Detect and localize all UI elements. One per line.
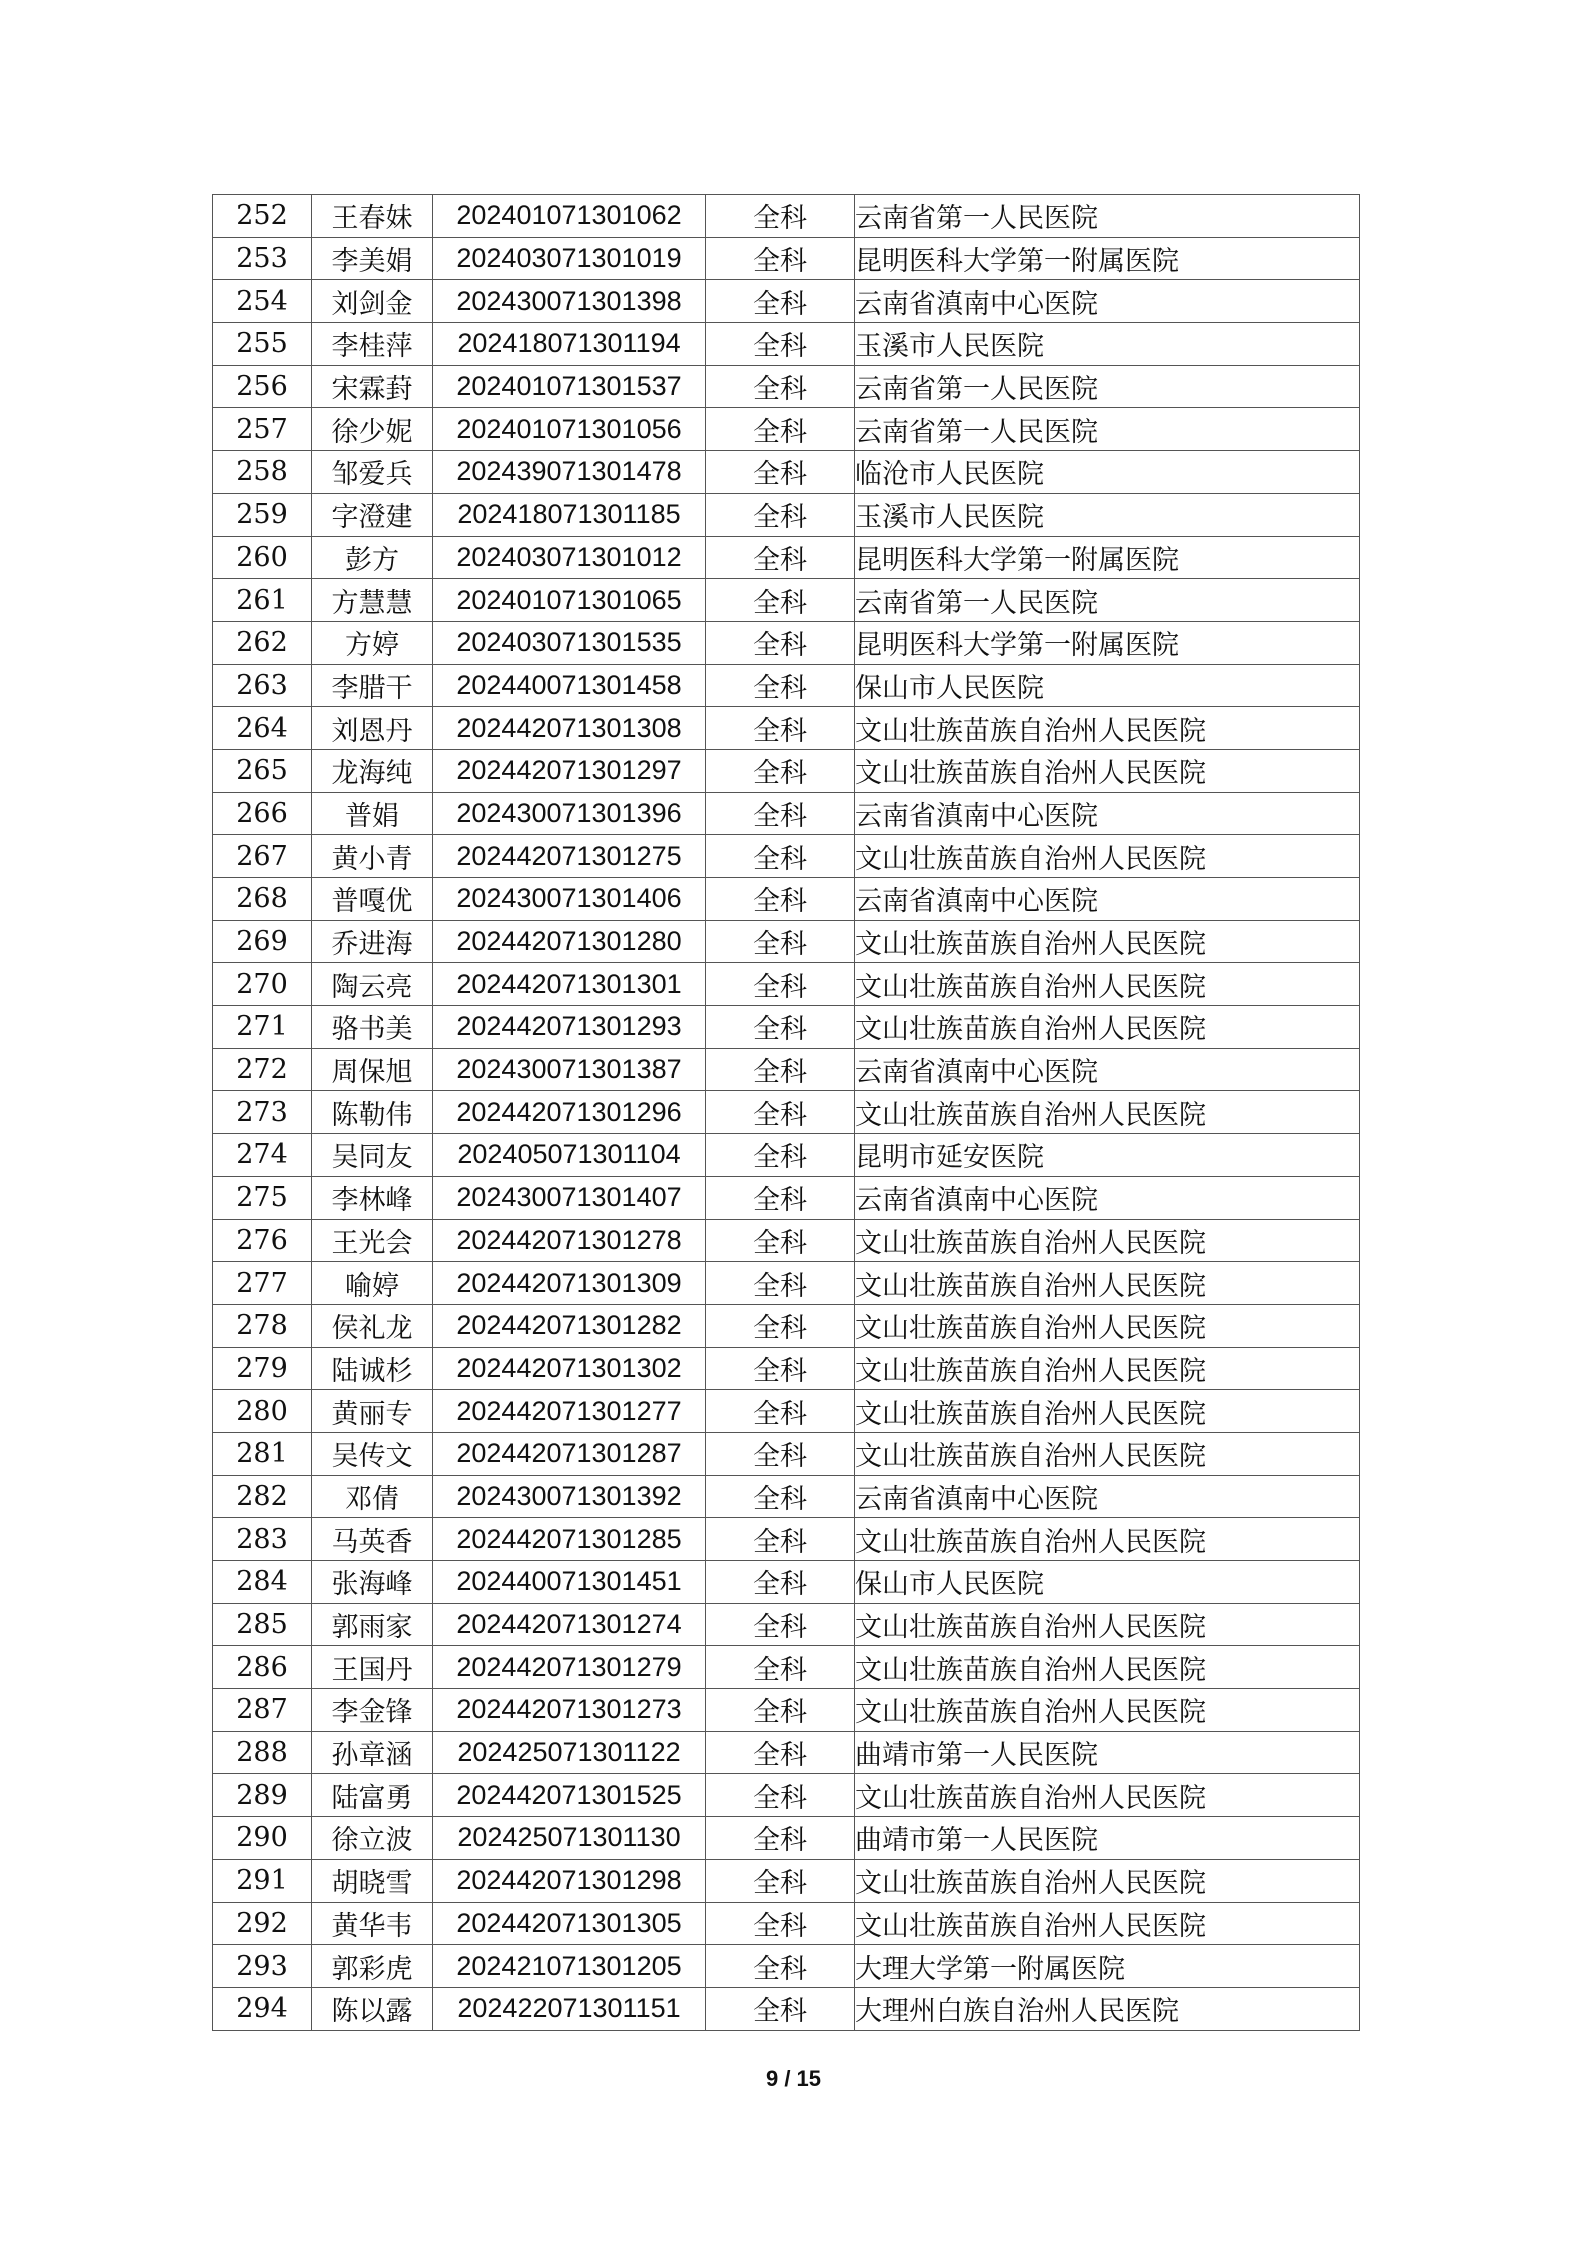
row-number-cell: 263 xyxy=(213,664,312,707)
table-row xyxy=(213,1859,1360,1902)
row-number-cell: 277 xyxy=(213,1262,312,1305)
major-cell: 全科 xyxy=(706,1091,855,1134)
table-row xyxy=(213,1987,1360,2030)
name-cell: 邓倩 xyxy=(312,1475,433,1518)
id-cell: 202442071301274 xyxy=(433,1603,706,1646)
hospital-cell: 云南省第一人民医院 xyxy=(855,365,1360,408)
name-cell: 字澄建 xyxy=(312,493,433,536)
hospital-cell: 云南省滇南中心医院 xyxy=(855,792,1360,835)
hospital-cell: 文山壮族苗族自治州人民医院 xyxy=(855,1347,1360,1390)
table-row xyxy=(213,1091,1360,1134)
row-number-cell: 283 xyxy=(213,1518,312,1561)
hospital-cell: 大理大学第一附属医院 xyxy=(855,1945,1360,1988)
table-row xyxy=(213,835,1360,878)
major-cell: 全科 xyxy=(706,493,855,536)
major-cell: 全科 xyxy=(706,1432,855,1475)
row-number-cell: 284 xyxy=(213,1561,312,1604)
name-cell: 黄华韦 xyxy=(312,1902,433,1945)
name-cell: 普娟 xyxy=(312,792,433,835)
hospital-cell: 文山壮族苗族自治州人民医院 xyxy=(855,1091,1360,1134)
table-row xyxy=(213,1561,1360,1604)
hospital-cell: 云南省滇南中心医院 xyxy=(855,1176,1360,1219)
row-number-cell: 265 xyxy=(213,749,312,792)
hospital-cell: 玉溪市人民医院 xyxy=(855,493,1360,536)
id-cell: 202401071301537 xyxy=(433,365,706,408)
table-row xyxy=(213,1134,1360,1177)
hospital-cell: 昆明市延安医院 xyxy=(855,1134,1360,1177)
row-number-cell: 290 xyxy=(213,1817,312,1860)
major-cell: 全科 xyxy=(706,1176,855,1219)
name-cell: 陶云亮 xyxy=(312,963,433,1006)
id-cell: 202405071301104 xyxy=(433,1134,706,1177)
row-number-cell: 275 xyxy=(213,1176,312,1219)
row-number-cell: 259 xyxy=(213,493,312,536)
name-cell: 黄小青 xyxy=(312,835,433,878)
table-row xyxy=(213,237,1360,280)
major-cell: 全科 xyxy=(706,1774,855,1817)
major-cell: 全科 xyxy=(706,792,855,835)
id-cell: 202403071301012 xyxy=(433,536,706,579)
name-cell: 陈勒伟 xyxy=(312,1091,433,1134)
hospital-cell: 昆明医科大学第一附属医院 xyxy=(855,621,1360,664)
major-cell: 全科 xyxy=(706,195,855,238)
table-row xyxy=(213,1475,1360,1518)
table-row xyxy=(213,408,1360,451)
id-cell: 202425071301122 xyxy=(433,1731,706,1774)
table-row xyxy=(213,1304,1360,1347)
table-row xyxy=(213,280,1360,323)
hospital-cell: 文山壮族苗族自治州人民医院 xyxy=(855,1219,1360,1262)
major-cell: 全科 xyxy=(706,749,855,792)
row-number-cell: 267 xyxy=(213,835,312,878)
table-row xyxy=(213,1176,1360,1219)
row-number-cell: 255 xyxy=(213,323,312,366)
row-number-cell: 254 xyxy=(213,280,312,323)
hospital-cell: 文山壮族苗族自治州人民医院 xyxy=(855,1304,1360,1347)
hospital-cell: 文山壮族苗族自治州人民医院 xyxy=(855,1774,1360,1817)
row-number-cell: 269 xyxy=(213,920,312,963)
name-cell: 陆富勇 xyxy=(312,1774,433,1817)
id-cell: 202442071301280 xyxy=(433,920,706,963)
row-number-cell: 285 xyxy=(213,1603,312,1646)
id-cell: 202442071301293 xyxy=(433,1006,706,1049)
major-cell: 全科 xyxy=(706,1390,855,1433)
table-row xyxy=(213,1347,1360,1390)
id-cell: 202442071301282 xyxy=(433,1304,706,1347)
name-cell: 李腊干 xyxy=(312,664,433,707)
id-cell: 202442071301302 xyxy=(433,1347,706,1390)
id-cell: 202403071301535 xyxy=(433,621,706,664)
table-row xyxy=(213,1048,1360,1091)
row-number-cell: 253 xyxy=(213,237,312,280)
table-row xyxy=(213,1646,1360,1689)
table-row xyxy=(213,1262,1360,1305)
row-number-cell: 260 xyxy=(213,536,312,579)
hospital-cell: 曲靖市第一人民医院 xyxy=(855,1817,1360,1860)
hospital-cell: 云南省滇南中心医院 xyxy=(855,280,1360,323)
id-cell: 202430071301407 xyxy=(433,1176,706,1219)
id-cell: 202442071301301 xyxy=(433,963,706,1006)
row-number-cell: 274 xyxy=(213,1134,312,1177)
hospital-cell: 临沧市人民医院 xyxy=(855,451,1360,494)
id-cell: 202439071301478 xyxy=(433,451,706,494)
id-cell: 202401071301056 xyxy=(433,408,706,451)
id-cell: 202403071301019 xyxy=(433,237,706,280)
hospital-cell: 文山壮族苗族自治州人民医院 xyxy=(855,963,1360,1006)
id-cell: 202442071301308 xyxy=(433,707,706,750)
major-cell: 全科 xyxy=(706,1987,855,2030)
id-cell: 202421071301205 xyxy=(433,1945,706,1988)
name-cell: 孙章涵 xyxy=(312,1731,433,1774)
hospital-cell: 云南省第一人民医院 xyxy=(855,195,1360,238)
major-cell: 全科 xyxy=(706,1689,855,1732)
table-row xyxy=(213,365,1360,408)
table-row xyxy=(213,195,1360,238)
table-row xyxy=(213,878,1360,921)
table-row xyxy=(213,1432,1360,1475)
table-row xyxy=(213,707,1360,750)
major-cell: 全科 xyxy=(706,1859,855,1902)
name-cell: 张海峰 xyxy=(312,1561,433,1604)
hospital-cell: 昆明医科大学第一附属医院 xyxy=(855,536,1360,579)
hospital-cell: 文山壮族苗族自治州人民医院 xyxy=(855,1646,1360,1689)
table-row xyxy=(213,1219,1360,1262)
roster-table xyxy=(212,194,1360,2031)
name-cell: 李桂萍 xyxy=(312,323,433,366)
row-number-cell: 292 xyxy=(213,1902,312,1945)
table-row xyxy=(213,664,1360,707)
name-cell: 宋霖葑 xyxy=(312,365,433,408)
id-cell: 202442071301305 xyxy=(433,1902,706,1945)
major-cell: 全科 xyxy=(706,707,855,750)
name-cell: 周保旭 xyxy=(312,1048,433,1091)
row-number-cell: 262 xyxy=(213,621,312,664)
table-row xyxy=(213,1731,1360,1774)
name-cell: 乔进海 xyxy=(312,920,433,963)
name-cell: 方婷 xyxy=(312,621,433,664)
name-cell: 陆诚杉 xyxy=(312,1347,433,1390)
major-cell: 全科 xyxy=(706,1646,855,1689)
hospital-cell: 文山壮族苗族自治州人民医院 xyxy=(855,707,1360,750)
row-number-cell: 268 xyxy=(213,878,312,921)
id-cell: 202425071301130 xyxy=(433,1817,706,1860)
major-cell: 全科 xyxy=(706,1134,855,1177)
id-cell: 202440071301451 xyxy=(433,1561,706,1604)
id-cell: 202442071301296 xyxy=(433,1091,706,1134)
major-cell: 全科 xyxy=(706,408,855,451)
major-cell: 全科 xyxy=(706,878,855,921)
row-number-cell: 273 xyxy=(213,1091,312,1134)
hospital-cell: 文山壮族苗族自治州人民医院 xyxy=(855,1689,1360,1732)
name-cell: 李美娟 xyxy=(312,237,433,280)
name-cell: 普嘎优 xyxy=(312,878,433,921)
table-row xyxy=(213,1774,1360,1817)
hospital-cell: 文山壮族苗族自治州人民医院 xyxy=(855,1262,1360,1305)
row-number-cell: 286 xyxy=(213,1646,312,1689)
hospital-cell: 文山壮族苗族自治州人民医院 xyxy=(855,1006,1360,1049)
table-row xyxy=(213,536,1360,579)
id-cell: 202442071301309 xyxy=(433,1262,706,1305)
row-number-cell: 288 xyxy=(213,1731,312,1774)
table-row xyxy=(213,1689,1360,1732)
table-row xyxy=(213,1945,1360,1988)
name-cell: 徐立波 xyxy=(312,1817,433,1860)
table-row xyxy=(213,1006,1360,1049)
hospital-cell: 保山市人民医院 xyxy=(855,1561,1360,1604)
name-cell: 龙海纯 xyxy=(312,749,433,792)
hospital-cell: 文山壮族苗族自治州人民医院 xyxy=(855,1859,1360,1902)
major-cell: 全科 xyxy=(706,280,855,323)
id-cell: 202442071301275 xyxy=(433,835,706,878)
table-row xyxy=(213,323,1360,366)
major-cell: 全科 xyxy=(706,237,855,280)
row-number-cell: 272 xyxy=(213,1048,312,1091)
table-row xyxy=(213,1902,1360,1945)
major-cell: 全科 xyxy=(706,621,855,664)
row-number-cell: 257 xyxy=(213,408,312,451)
hospital-cell: 文山壮族苗族自治州人民医院 xyxy=(855,1518,1360,1561)
hospital-cell: 云南省第一人民医院 xyxy=(855,579,1360,622)
table-row xyxy=(213,1603,1360,1646)
id-cell: 202442071301297 xyxy=(433,749,706,792)
name-cell: 王春妹 xyxy=(312,195,433,238)
id-cell: 202430071301398 xyxy=(433,280,706,323)
name-cell: 徐少妮 xyxy=(312,408,433,451)
major-cell: 全科 xyxy=(706,536,855,579)
id-cell: 202442071301278 xyxy=(433,1219,706,1262)
id-cell: 202422071301151 xyxy=(433,1987,706,2030)
id-cell: 202430071301387 xyxy=(433,1048,706,1091)
name-cell: 刘剑金 xyxy=(312,280,433,323)
id-cell: 202442071301525 xyxy=(433,1774,706,1817)
row-number-cell: 291 xyxy=(213,1859,312,1902)
name-cell: 李金锋 xyxy=(312,1689,433,1732)
row-number-cell: 281 xyxy=(213,1432,312,1475)
name-cell: 陈以露 xyxy=(312,1987,433,2030)
major-cell: 全科 xyxy=(706,1304,855,1347)
table-row xyxy=(213,1817,1360,1860)
major-cell: 全科 xyxy=(706,451,855,494)
hospital-cell: 云南省滇南中心医院 xyxy=(855,1048,1360,1091)
row-number-cell: 271 xyxy=(213,1006,312,1049)
id-cell: 202440071301458 xyxy=(433,664,706,707)
row-number-cell: 264 xyxy=(213,707,312,750)
id-cell: 202430071301406 xyxy=(433,878,706,921)
id-cell: 202418071301194 xyxy=(433,323,706,366)
id-cell: 202401071301065 xyxy=(433,579,706,622)
major-cell: 全科 xyxy=(706,1219,855,1262)
major-cell: 全科 xyxy=(706,1561,855,1604)
row-number-cell: 287 xyxy=(213,1689,312,1732)
row-number-cell: 289 xyxy=(213,1774,312,1817)
major-cell: 全科 xyxy=(706,1945,855,1988)
hospital-cell: 云南省滇南中心医院 xyxy=(855,1475,1360,1518)
hospital-cell: 云南省滇南中心医院 xyxy=(855,878,1360,921)
name-cell: 骆书美 xyxy=(312,1006,433,1049)
name-cell: 吴传文 xyxy=(312,1432,433,1475)
row-number-cell: 258 xyxy=(213,451,312,494)
row-number-cell: 278 xyxy=(213,1304,312,1347)
hospital-cell: 文山壮族苗族自治州人民医院 xyxy=(855,920,1360,963)
hospital-cell: 保山市人民医院 xyxy=(855,664,1360,707)
table-row xyxy=(213,792,1360,835)
id-cell: 202442071301285 xyxy=(433,1518,706,1561)
table-row xyxy=(213,579,1360,622)
major-cell: 全科 xyxy=(706,1731,855,1774)
hospital-cell: 文山壮族苗族自治州人民医院 xyxy=(855,1432,1360,1475)
hospital-cell: 文山壮族苗族自治州人民医院 xyxy=(855,1390,1360,1433)
name-cell: 侯礼龙 xyxy=(312,1304,433,1347)
major-cell: 全科 xyxy=(706,1262,855,1305)
name-cell: 郭彩虎 xyxy=(312,1945,433,1988)
major-cell: 全科 xyxy=(706,835,855,878)
major-cell: 全科 xyxy=(706,1006,855,1049)
row-number-cell: 261 xyxy=(213,579,312,622)
id-cell: 202430071301396 xyxy=(433,792,706,835)
row-number-cell: 282 xyxy=(213,1475,312,1518)
hospital-cell: 云南省第一人民医院 xyxy=(855,408,1360,451)
table-row xyxy=(213,621,1360,664)
id-cell: 202442071301298 xyxy=(433,1859,706,1902)
row-number-cell: 279 xyxy=(213,1347,312,1390)
name-cell: 邹爱兵 xyxy=(312,451,433,494)
roster-table-body xyxy=(213,195,1360,2031)
name-cell: 彭方 xyxy=(312,536,433,579)
major-cell: 全科 xyxy=(706,1475,855,1518)
name-cell: 郭雨家 xyxy=(312,1603,433,1646)
hospital-cell: 文山壮族苗族自治州人民医院 xyxy=(855,835,1360,878)
row-number-cell: 266 xyxy=(213,792,312,835)
id-cell: 202442071301279 xyxy=(433,1646,706,1689)
hospital-cell: 昆明医科大学第一附属医院 xyxy=(855,237,1360,280)
name-cell: 马英香 xyxy=(312,1518,433,1561)
major-cell: 全科 xyxy=(706,365,855,408)
major-cell: 全科 xyxy=(706,963,855,1006)
hospital-cell: 大理州白族自治州人民医院 xyxy=(855,1987,1360,2030)
table-row xyxy=(213,920,1360,963)
hospital-cell: 文山壮族苗族自治州人民医院 xyxy=(855,1902,1360,1945)
name-cell: 黄丽专 xyxy=(312,1390,433,1433)
major-cell: 全科 xyxy=(706,1048,855,1091)
row-number-cell: 293 xyxy=(213,1945,312,1988)
table-row xyxy=(213,493,1360,536)
name-cell: 王光会 xyxy=(312,1219,433,1262)
major-cell: 全科 xyxy=(706,579,855,622)
id-cell: 202418071301185 xyxy=(433,493,706,536)
major-cell: 全科 xyxy=(706,1347,855,1390)
major-cell: 全科 xyxy=(706,1817,855,1860)
row-number-cell: 276 xyxy=(213,1219,312,1262)
id-cell: 202442071301287 xyxy=(433,1432,706,1475)
major-cell: 全科 xyxy=(706,920,855,963)
row-number-cell: 270 xyxy=(213,963,312,1006)
name-cell: 刘恩丹 xyxy=(312,707,433,750)
major-cell: 全科 xyxy=(706,1603,855,1646)
hospital-cell: 文山壮族苗族自治州人民医院 xyxy=(855,1603,1360,1646)
table-row xyxy=(213,1518,1360,1561)
id-cell: 202442071301273 xyxy=(433,1689,706,1732)
row-number-cell: 256 xyxy=(213,365,312,408)
id-cell: 202401071301062 xyxy=(433,195,706,238)
id-cell: 202430071301392 xyxy=(433,1475,706,1518)
major-cell: 全科 xyxy=(706,664,855,707)
table-row xyxy=(213,1390,1360,1433)
row-number-cell: 294 xyxy=(213,1987,312,2030)
hospital-cell: 文山壮族苗族自治州人民医院 xyxy=(855,749,1360,792)
hospital-cell: 曲靖市第一人民医院 xyxy=(855,1731,1360,1774)
name-cell: 王国丹 xyxy=(312,1646,433,1689)
major-cell: 全科 xyxy=(706,323,855,366)
page-number: 9 / 15 xyxy=(765,2066,822,2091)
table-row xyxy=(213,451,1360,494)
name-cell: 方慧慧 xyxy=(312,579,433,622)
row-number-cell: 280 xyxy=(213,1390,312,1433)
name-cell: 胡晓雪 xyxy=(312,1859,433,1902)
major-cell: 全科 xyxy=(706,1902,855,1945)
major-cell: 全科 xyxy=(706,1518,855,1561)
table-row xyxy=(213,963,1360,1006)
name-cell: 李林峰 xyxy=(312,1176,433,1219)
name-cell: 喻婷 xyxy=(312,1262,433,1305)
id-cell: 202442071301277 xyxy=(433,1390,706,1433)
row-number-cell: 252 xyxy=(213,195,312,238)
hospital-cell: 玉溪市人民医院 xyxy=(855,323,1360,366)
name-cell: 吴同友 xyxy=(312,1134,433,1177)
table-row xyxy=(213,749,1360,792)
